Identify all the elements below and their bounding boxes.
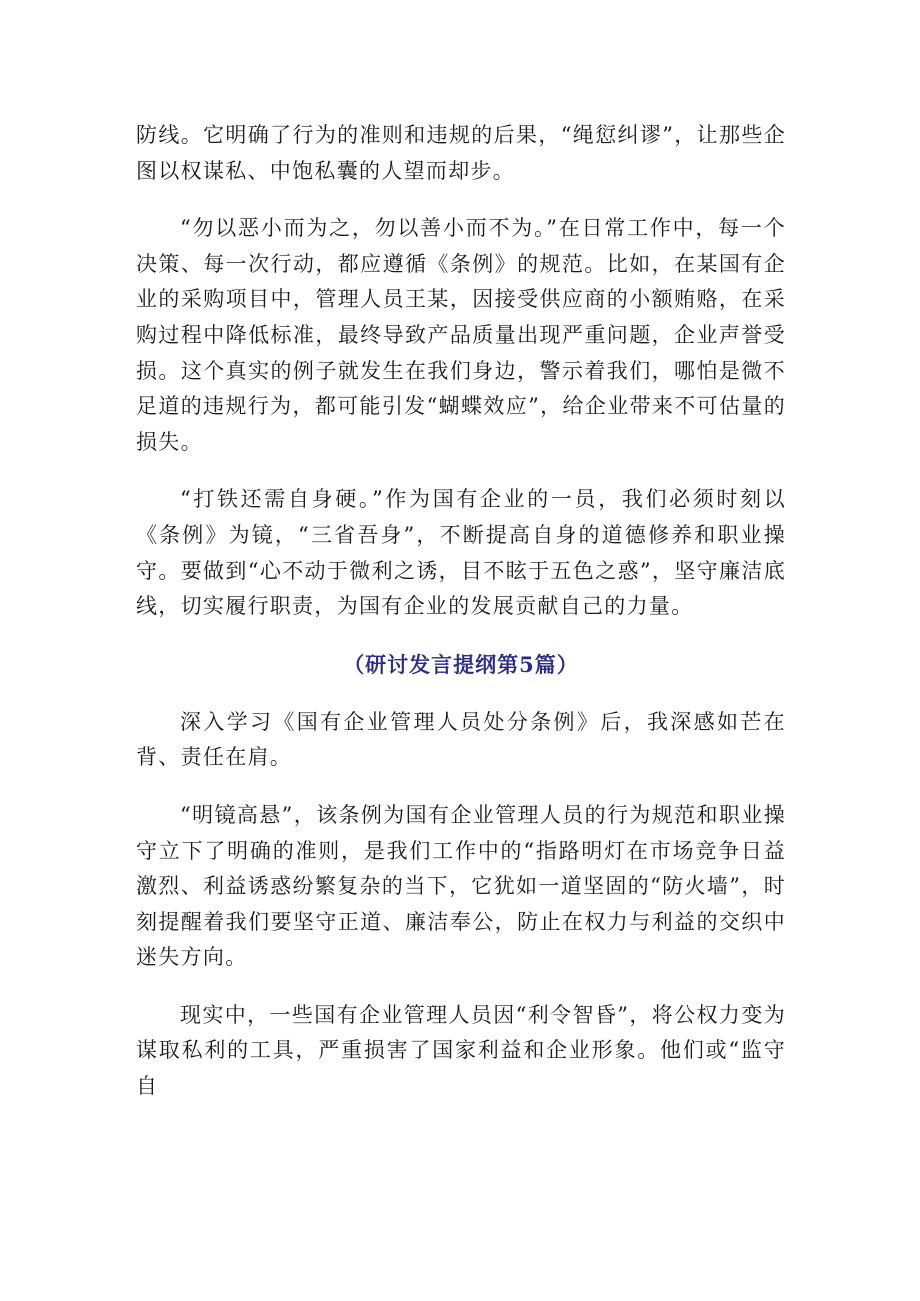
paragraph-continued: 防线。它明确了行为的准则和违规的后果，“绳愆纠谬”，让那些企图以权谋私、中饱私囊的人望而却步。 <box>136 123 786 183</box>
document-page <box>136 118 786 1127</box>
paragraph: 深入学习《国有企业管理人员处分条例》后，我深感如芒在背、责任在肩。 <box>136 709 786 770</box>
paragraph: “勿以恶小而为之，勿以善小而不为。”在日常工作中，每一个决策、每一次行动，都应遵循《条例》的规范。比如，在某国有企业的采购项目中，管理人员王某，因接受供应商的小额贿赂，在采购过程中降低标准，最终导致产品质量出现严重问题，企业声誉受损。这个真实的例子就发生在我们身边，警示着我们，哪怕是微不足道的违规行为，都可能引发“蝴蝶效应”，给企业带来不可估量的损失。 <box>136 216 786 454</box>
paragraph: “明镜高悬”，该条例为国有企业管理人员的行为规范和职业操守立下了明确的准则，是我们工作中的“指路明灯在市场竞争日益激烈、利益诱惑纷繁复杂的当下，它犹如一道坚固的“防火墙”，时刻提醒着我们要坚守正道、廉洁奉公，防止在权力与利益的交织中迷失方向。 <box>136 802 787 970</box>
paragraph: 现实中，一些国有企业管理人员因“利令智昏”，将公权力变为谋取私利的工具，严重损害了国家利益和企业形象。他们或“监守自 <box>136 1002 786 1099</box>
paragraph: “打铁还需自身硬。”作为国有企业的一员，我们必须时刻以《条例》为镜，“三省吾身”，不断提高自身的道德修养和职业操守。要做到“心不动于微利之诱，目不眩于五色之惑”，坚守廉洁底线，切实履行职责，为国有企业的发展贡献自己的力量。 <box>136 487 786 619</box>
section-heading: （研讨发言提纲第5篇） <box>343 651 579 677</box>
